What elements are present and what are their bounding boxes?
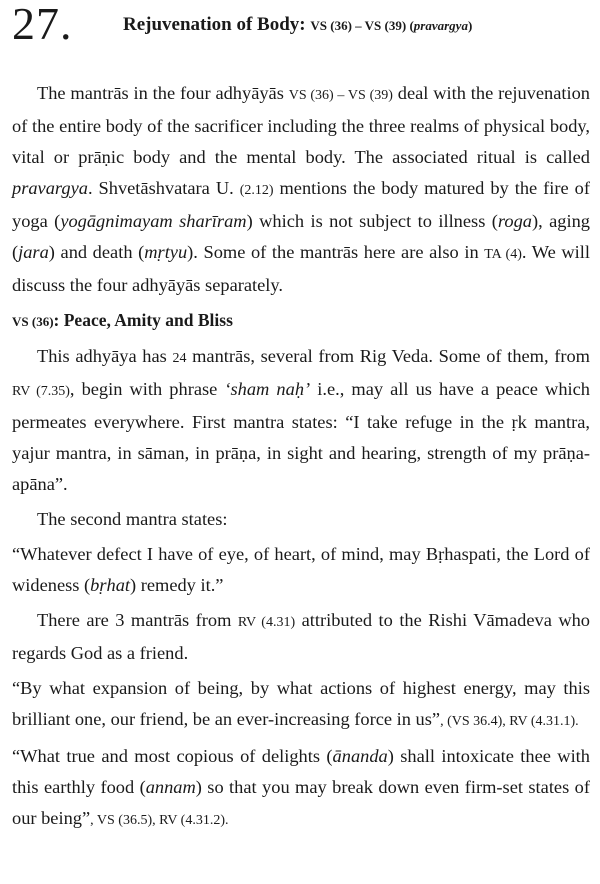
text: ) so that you may break down even firm-set states of our being”: [12, 777, 590, 828]
italic-term: ānanda: [332, 746, 388, 766]
italic-term: ‘sham naḥ’: [224, 379, 311, 399]
citation: , VS (36.5), RV (4.31.2).: [90, 813, 229, 828]
text: There are 3 mantrās from: [37, 610, 238, 630]
text: ) shall intoxicate thee with this earthly food (: [12, 746, 590, 797]
number: 24: [172, 351, 187, 366]
chapter-title-dash: –: [351, 18, 365, 33]
italic-term: roga: [497, 211, 532, 231]
italic-term: mṛtyu: [144, 242, 188, 262]
paragraph: [12, 605, 590, 669]
text: This adhyāya has: [37, 346, 173, 366]
italic-term: bṛhat: [90, 575, 131, 595]
text: “What true and most copious of delights (: [12, 746, 333, 766]
body-text: [12, 78, 590, 836]
text: ) which is not subject to illness (: [246, 211, 498, 231]
paragraph: The second mantra states:: [37, 509, 228, 529]
text: . We will discuss the four adhyāyās separately.: [12, 242, 590, 295]
chapter-title-italic: pravargya: [413, 18, 468, 33]
text: ). Some of the mantrās here are also in: [187, 242, 485, 262]
italic-term: annam: [145, 777, 196, 797]
italic-term: pravargya: [12, 178, 88, 198]
citation: TA (4): [484, 247, 522, 262]
citation: VS (36) – VS (39): [288, 88, 393, 103]
quote: [12, 741, 590, 836]
chapter-title-ref-end: VS (39): [364, 18, 407, 33]
section-ref: VS (36): [12, 314, 54, 329]
text: “Whatever defect I have of eye, of heart, of mind, may Bṛhaspati, the Lord of wideness (: [12, 544, 590, 595]
paragraph: [12, 341, 590, 500]
text: . Shvetāshvatara U.: [87, 178, 240, 198]
text: ), aging (: [12, 211, 590, 262]
text: mentions the body matured by the fire of yoga (: [12, 178, 590, 231]
text: ) and death (: [48, 242, 145, 262]
quote: [12, 539, 590, 601]
text: ) remedy it.”: [130, 575, 224, 595]
chapter-number: 27.: [12, 0, 73, 49]
text: “By what expansion of being, by what actions of highest energy, may this brilliant one, our friend, be an ever-increasing force in us”: [12, 678, 590, 729]
citation: RV (4.31): [237, 615, 296, 630]
text: i.e., may all us have a peace which permeates everywhere. First mantra states: “I take refuge in the ṛk mantra, yajur mantra, in sāman, in prāṇa, in sight and hearing, strength of my prāṇa-apāna”.: [12, 379, 590, 494]
chapter-title: [123, 14, 472, 36]
intro-paragraph: [12, 78, 590, 301]
section-heading: [12, 305, 590, 337]
text: deal with the rejuvenation of the entire body of the sacrificer including the three realms of physical body, vital or prāṇic body and the mental body. The associated ritual is called: [12, 83, 590, 167]
section-title: : Peace, Amity and Bliss: [53, 310, 233, 330]
quote: [12, 673, 590, 737]
text: The mantrās in the four adhyāyās: [37, 83, 289, 103]
text: attributed to the Rishi Vāmadeva who regards God as a friend.: [12, 610, 590, 663]
chapter-title-paren-open: (: [406, 18, 414, 33]
italic-term: jara: [18, 242, 49, 262]
chapter-title-main: Rejuvenation of Body:: [123, 14, 311, 35]
citation: , (VS 36.4), RV (4.31.1).: [440, 714, 579, 729]
citation: (2.12): [239, 183, 274, 198]
citation: RV (7.35): [12, 384, 70, 399]
chapter-title-paren-close: ): [467, 18, 473, 33]
chapter-title-ref-start: VS (36): [310, 18, 352, 33]
text: mantrās, several from Rig Veda. Some of them, from: [186, 346, 590, 366]
text: , begin with phrase: [69, 379, 225, 399]
italic-term: yogāgnimayam sharīram: [60, 211, 247, 231]
